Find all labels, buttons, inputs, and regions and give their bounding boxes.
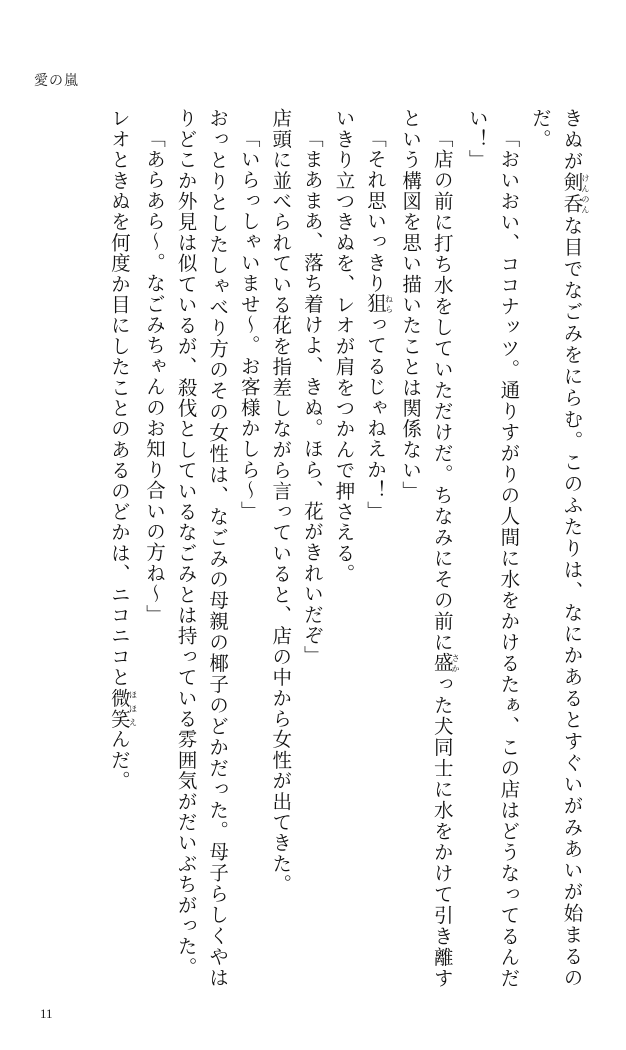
paragraph: いきり立つきぬを、レオが肩をつかんで押さえる。: [332, 108, 354, 585]
paragraph: 「それ思いっきり狙 ねらってるじゃねえか！」: [364, 127, 394, 521]
paragraph: おっとりとしたしゃべり方のその女性は、なごみの母親の椰子のどかだった。母子らしくやはりどこか外見は似ているが、殺伐としているなごみとは持っている雰囲気がだいぶちがった。: [174, 108, 228, 988]
running-head: 愛の嵐: [34, 74, 79, 89]
paragraph: 「いらっしゃいませ～。お客様かしら～」: [237, 127, 259, 521]
ruby-hohoe: 微笑 ほほえ: [107, 687, 138, 730]
ruby-kennon: 剣呑 けんのん: [560, 172, 590, 216]
paragraph: 「あらあら～。なごみちゃんのお知り合いの方ね～」: [142, 127, 164, 625]
paragraph: きぬが剣呑 けんのんな目でなごみをにらむ。このふたりは、なにかあるとすぐいがみあいが始まるのだ。: [528, 108, 590, 988]
paragraph: 「おいおい、ココナッツ。通りすがりの人間に水をかけるたぁ、この店はどうなってるんだい！」: [465, 108, 519, 988]
page-number: 11: [40, 1006, 53, 1021]
paragraph: 「まあまあ、落ち着けよ、きぬ。ほら、花がきれいだぞ」: [300, 127, 322, 666]
ruby-nera: 狙 ねら: [364, 293, 394, 314]
paragraph: 「店の前に打ち水をしていただけだ。ちなみにその前に盛 さかった犬同士に水をかけて引き離すという構図を思い描いたことは関係ない」: [399, 108, 461, 988]
paragraph: レオときぬを何度か目にしたことのあるのどかは、ニコニコと微笑 ほほえんだ。: [107, 108, 138, 792]
paragraph: 店頭に並べられている花を指差しながら言っていると、店の中から女性が出てきた。: [269, 108, 291, 895]
body-text: [42, 108, 590, 988]
ruby-saka: 盛 さか: [430, 652, 461, 674]
